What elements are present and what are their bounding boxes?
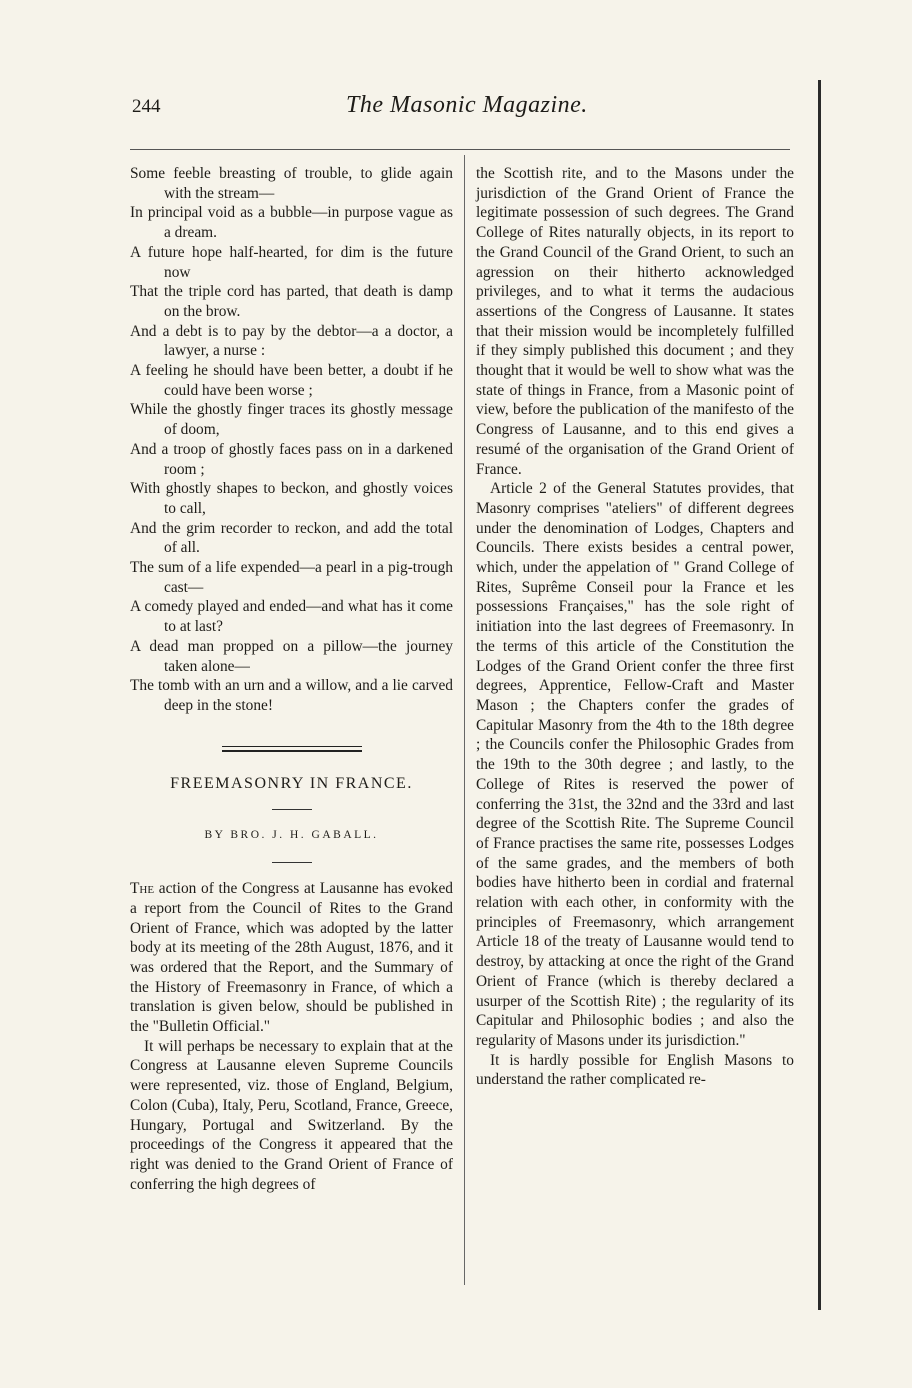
right-column (476, 164, 794, 1090)
byline-rule (272, 862, 312, 863)
lead-word: The (130, 880, 155, 898)
section-ornament-rule (222, 746, 362, 752)
article-paragraph (130, 879, 453, 1037)
poem-line: A dead man propped on a pillow—the journey taken alone— (130, 637, 453, 675)
running-head: The Masonic Magazine. (346, 92, 588, 118)
poem-line: A future hope half-hearted, for dim is the future now (130, 243, 453, 281)
poem-line: The sum of a life expended—a pearl in a pig-trough cast— (130, 559, 453, 596)
poem-line: A comedy played and ended—and what has it come to at last? (130, 598, 453, 636)
article-paragraph: It will perhaps be necessary to explain that at the Congress at Lausanne eleven Supreme Councils were represented, viz. those of England, Belgium, Colon (Cuba), Italy, Peru, Scotland, France, Greece, Hungary, Portugal and Switzerland. By the proceedings of the Congress it appeared that the right was denied to the Grand Orient of France of conferring the high degrees of (130, 1037, 453, 1193)
poem-line: And a troop of ghostly faces pass on in a darkened room ; (130, 440, 453, 478)
poem-line: With ghostly shapes to beckon, and ghostly voices to call, (130, 480, 453, 517)
poem-line: Some feeble breasting of trouble, to glide again with the stream— (130, 165, 453, 202)
poem-line: That the triple cord has parted, that death is damp on the brow. (130, 283, 453, 320)
article-paragraph: It is hardly possible for English Masons to understand the rather complicated re- (476, 1051, 794, 1089)
poem-line: And a debt is to pay by the debtor—a a doctor, a lawyer, a nurse : (130, 322, 453, 360)
article-paragraph: the Scottish rite, and to the Masons under the jurisdiction of the Grand Orient of France the legitimate possession of such degrees. The Grand College of Rites naturally objects, in its report to the Grand Council of the Grand Orient, to such an agression on their hitherto acknowledged privileges, and to what it terms the audacious assertions of the Congress of Lausanne. It states that their mission would be incompletely fulfilled if they simply published this document ; and they thought that it would be well to show what was the state of things in France, from a Masonic point of view, before the publication of the manifesto of the Congress of Lausanne, and to this end gives a resumé of the organisation of the Grand Orient of France. (476, 165, 794, 478)
paragraph-text: action of the Congress at Lausanne has evoked a report from the Council of Rites to the Grand Orient of France, which was adopted by the latter body at its meeting of the 28th August, 1876, and it was ordered that the Report, and the Summary of the History of Freemasonry in France, of which a translation is given below, should be published in the "Bulletin Official." (130, 880, 453, 1036)
article-title: FREEMASONRY IN FRANCE. (170, 774, 413, 792)
poem (130, 164, 453, 716)
poem-line: And the grim recorder to reckon, and add the total of all. (130, 519, 453, 557)
column-divider (464, 155, 465, 1285)
poem-line: The tomb with an urn and a willow, and a lie carved deep in the stone! (130, 677, 453, 714)
article-paragraph: Article 2 of the General Statutes provides, that Masonry comprises "ateliers" of different degrees under the denomination of Lodges, Chapters and Councils. There exists besides a central power, which, under the appelation of " Grand College of Rites, Suprême Conseil pour la France et les possessions Françaises," has the sole right of initiation into the last degrees of Freemasonry. In the terms of this article of the Constitution the Lodges of the Grand Orient confer the three first degrees, Apprentice, Fellow-Craft and Master Mason ; the Chapters confer the grades of Capitular Masonry from the 4th to the 18th degree ; the Councils confer the Philosophic Grades from the 19th to the 30th degree ; and lastly, to the College of Rites is reserved the power of conferring the 31st, the 32nd and the 33rd and last degree of the Scottish Rite. The Supreme Council of France practises the same rite, possesses Lodges of the same grades, and the members of both bodies have hitherto been in cordial and fraternal relation with each other, in conformity with the principles of Freemasonry, which arrangement Article 18 of the treaty of Lausanne would tend to destroy, by attacking at once the right of the Grand Orient of France (which is thereby declared a usurper of the Scottish Rite) ; the regularity of its Capitular and Philosophic bodies ; and also the regularity of Masons under its jurisdiction." (476, 480, 794, 1049)
poem-line: A feeling he should have been better, a doubt if he could have been worse ; (130, 362, 453, 399)
poem-line: While the ghostly finger traces its ghostly message of doom, (130, 401, 453, 439)
title-rule (272, 809, 312, 810)
article-byline: BY BRO. J. H. GABALL. (204, 829, 379, 842)
top-rule (130, 149, 790, 150)
poem-line: In principal void as a bubble—in purpose vague as a dream. (130, 204, 453, 242)
left-column (130, 164, 453, 1194)
margin-bar (818, 80, 821, 1310)
page-number: 244 (132, 96, 161, 117)
